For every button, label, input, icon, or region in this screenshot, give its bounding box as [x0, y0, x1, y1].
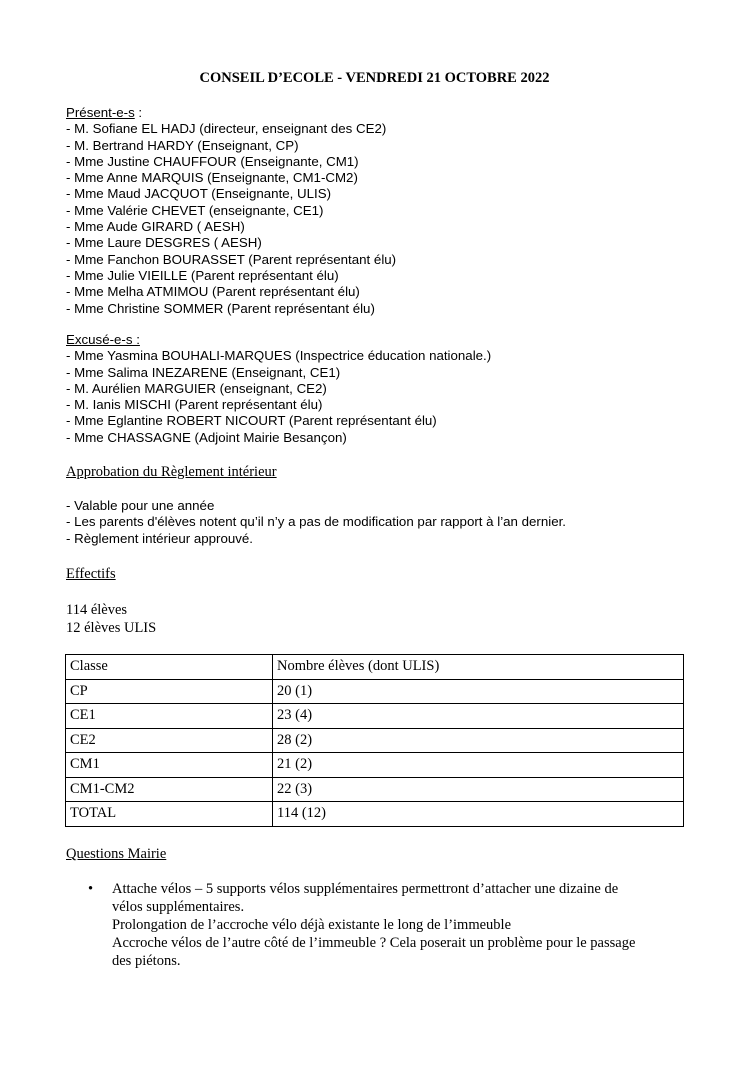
excused-item: - Mme Yasmina BOUHALI-MARQUES (Inspectrice éducation nationale.) [66, 348, 492, 364]
effectifs-heading: Effectifs [66, 566, 116, 582]
present-item: - Mme Maud JACQUOT (Enseignante, ULIS) [66, 186, 332, 202]
table-cell-nombre: 20 (1) [273, 679, 684, 704]
table-cell-classe: CM1-CM2 [66, 777, 273, 802]
reglement-item: - Règlement intérieur approuvé. [66, 530, 253, 546]
excused-item: - Mme Salima INEZARENE (Enseignant, CE1) [66, 364, 341, 380]
table-row-total [66, 802, 684, 827]
present-heading [66, 105, 396, 121]
table-cell-nombre: 22 (3) [273, 777, 684, 802]
bullet-body [112, 880, 688, 970]
reglement-section [66, 498, 566, 547]
table-header-nombre: Nombre élèves (dont ULIS) [273, 655, 684, 680]
present-item: - Mme Fanchon BOURASSET (Parent représentant élu) [66, 251, 397, 267]
table-cell-nombre: 114 (12) [273, 802, 684, 827]
bullet-icon: • [88, 881, 94, 897]
present-item: - Mme Anne MARQUIS (Enseignante, CM1-CM2) [66, 170, 358, 186]
table-row [66, 679, 684, 704]
table-cell-classe: CP [66, 679, 273, 704]
effectifs-summary [66, 601, 156, 637]
reglement-heading: Approbation du Règlement intérieur [66, 464, 277, 480]
present-item: - Mme Aude GIRARD ( AESH) [66, 219, 245, 235]
present-item: - Mme Laure DESGRES ( AESH) [66, 235, 262, 251]
document-title: CONSEIL D’ECOLE - VENDREDI 21 OCTOBRE 2022 [199, 70, 550, 86]
list-item [88, 880, 688, 970]
excused-item: - Mme CHASSAGNE (Adjoint Mairie Besançon) [66, 429, 347, 445]
reglement-item: - Valable pour une année [66, 498, 215, 513]
table-cell-classe: CE2 [66, 728, 273, 753]
bullet-line: des piétons. [112, 953, 181, 969]
mairie-bullet-list [88, 880, 688, 970]
present-heading-label: Présent-e-s [66, 105, 135, 120]
table-cell-nombre: 23 (4) [273, 704, 684, 729]
bullet-line: Prolongation de l’accroche vélo déjà existante le long de l’immeuble [112, 917, 512, 933]
present-item: - Mme Christine SOMMER (Parent représentant élu) [66, 300, 375, 316]
present-item: - Mme Justine CHAUFFOUR (Enseignante, CM1) [66, 153, 359, 169]
table-row [66, 704, 684, 729]
table-row [66, 777, 684, 802]
excused-item: - Mme Eglantine ROBERT NICOURT (Parent représentant élu) [66, 413, 437, 429]
present-heading-colon: : [134, 105, 143, 120]
effectifs-ulis-line: 12 élèves ULIS [66, 620, 157, 636]
effectifs-table [65, 654, 684, 827]
present-item: - Mme Julie VIEILLE (Parent représentant élu) [66, 267, 339, 283]
excused-item: - M. Ianis MISCHI (Parent représentant élu) [66, 397, 323, 413]
present-item: - M. Sofiane EL HADJ (directeur, enseignant des CE2) [66, 121, 387, 137]
bullet-line: Attache vélos – 5 supports vélos supplémentaires permettront d’attacher une dizaine de [112, 881, 619, 897]
excused-item: - M. Aurélien MARGUIER (enseignant, CE2) [66, 380, 327, 396]
table-cell-nombre: 21 (2) [273, 753, 684, 778]
table-cell-classe: CM1 [66, 753, 273, 778]
present-item: - M. Bertrand HARDY (Enseignant, CP) [66, 137, 299, 153]
table-row [66, 728, 684, 753]
present-item: - Mme Melha ATMIMOU (Parent représentant élu) [66, 284, 360, 300]
effectifs-total-line: 114 élèves [66, 602, 128, 618]
bullet-line: Accroche vélos de l’autre côté de l’immeuble ? Cela poserait un problème pour le passage [112, 935, 636, 951]
excused-section [66, 332, 491, 446]
bullet-line: vélos supplémentaires. [112, 899, 245, 915]
mairie-heading: Questions Mairie [66, 846, 167, 862]
reglement-item: - Les parents d'élèves notent qu’il n’y a pas de modification par rapport à l’an dernier. [66, 514, 566, 530]
excused-heading: Excusé-e-s : [66, 332, 140, 347]
table-cell-classe: TOTAL [66, 802, 273, 827]
table-header-row [66, 655, 684, 680]
table-header-classe: Classe [66, 655, 273, 680]
table-row [66, 753, 684, 778]
table-cell-classe: CE1 [66, 704, 273, 729]
present-item: - Mme Valérie CHEVET (enseignante, CE1) [66, 202, 324, 218]
table-cell-nombre: 28 (2) [273, 728, 684, 753]
present-section [66, 105, 396, 317]
